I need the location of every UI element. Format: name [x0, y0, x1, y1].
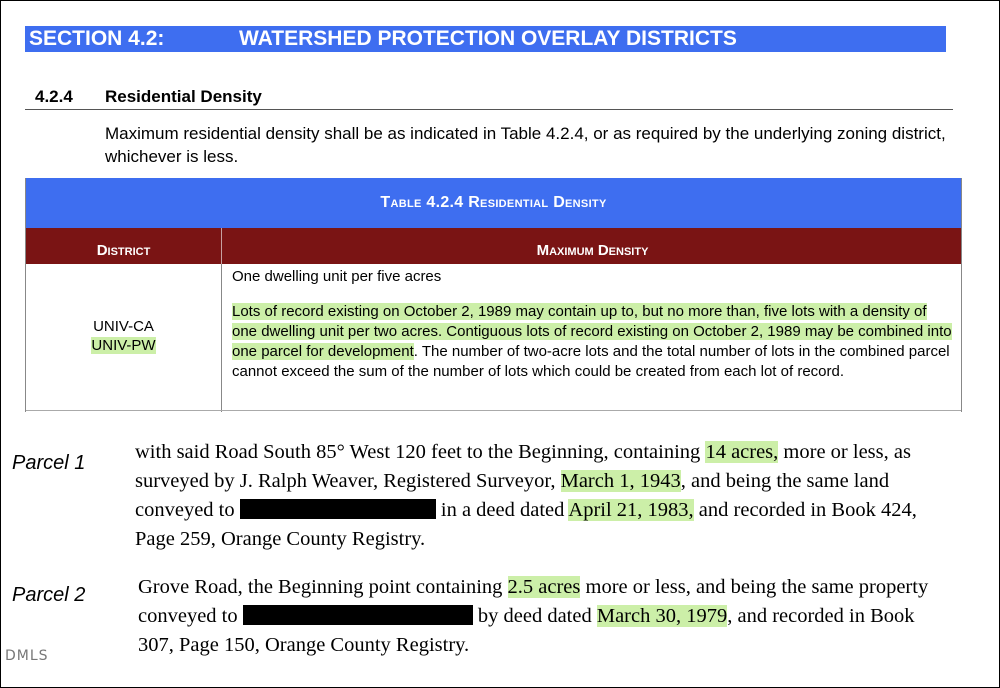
subsection-number: 4.2.4	[35, 87, 73, 106]
parcel-2-label: Parcel 2	[12, 584, 86, 606]
table-title: Table 4.2.4 Residential Density	[26, 178, 961, 228]
section-header-bar	[25, 26, 946, 52]
column-header-density: Maximum Density	[536, 242, 649, 259]
section-number: SECTION 4.2:	[29, 27, 165, 50]
parcel-1-label: Parcel 1	[12, 452, 86, 474]
density-cell	[232, 267, 952, 382]
section-title: WATERSHED PROTECTION OVERLAY DISTRICTS	[239, 27, 737, 50]
parcel-1-deed-date: April 21, 1983,	[568, 499, 694, 521]
district-univ-ca: UNIV-CA	[93, 318, 154, 335]
parcel-1-text-part: , and being the same land conveyed to	[135, 470, 890, 521]
density-rest-text: . The number of two-acre lots and the total number of lots in the combined parcel cannot exceed the sum of the number of lots which could be created from each lot of record.	[232, 343, 950, 380]
intro-paragraph: Maximum residential density shall be as indicated in Table 4.2.4, or as required by the underlying zoning district, whichever is less.	[105, 124, 946, 166]
parcel-1-text-part: with said Road South 85° West 120 feet to the Beginning, containing	[135, 441, 706, 463]
parcel-2-acres: 2.5 acres	[507, 576, 581, 598]
parcel-2-text-part: , and recorded in Book 307, Page 150, Orange County Registry.	[138, 605, 915, 656]
density-paragraph	[232, 302, 952, 382]
parcel-2-deed-date: March 30, 1979	[596, 605, 728, 627]
table-header-row	[26, 228, 961, 264]
table-bottom-rule	[26, 410, 961, 411]
column-divider	[221, 264, 222, 412]
district-cell	[26, 317, 221, 355]
parcel-1-survey-date: March 1, 1943	[560, 470, 681, 492]
parcel-2-text	[138, 573, 938, 660]
parcel-1-text	[135, 438, 955, 554]
density-line-1: One dwelling unit per five acres	[232, 268, 442, 285]
parcel-2-text-part: by deed dated	[472, 605, 597, 627]
density-table	[25, 178, 962, 412]
parcel-1-text-part: more or less, as surveyed by J. Ralph Weaver, Registered Surveyor,	[135, 441, 911, 492]
density-highlighted-text: Lots of record existing on October 2, 1989 may contain up to, but no more than, five lots with a density of one dwelling unit per two acres. Contiguous lots of record existing on October 2, 1989 may be combined into one parcel for development	[232, 303, 952, 360]
subsection-rule	[25, 109, 953, 110]
parcel-1-text-part: in a deed dated	[435, 499, 569, 521]
parcel-2-text-part: more or less, and being the same property conveyed to	[138, 576, 929, 627]
redaction-block	[243, 605, 473, 625]
district-univ-pw: UNIV-PW	[91, 337, 156, 354]
column-header-district: District	[96, 242, 151, 259]
redaction-block	[240, 499, 436, 519]
subsection-title: Residential Density	[105, 87, 262, 106]
parcel-1-text-part: and recorded in Book 424, Page 259, Orange County Registry.	[135, 499, 917, 550]
parcel-1-acres: 14 acres,	[705, 441, 779, 463]
watermark-text: DMLS	[5, 648, 49, 664]
parcel-2-text-part: Grove Road, the Beginning point containing	[138, 576, 508, 598]
